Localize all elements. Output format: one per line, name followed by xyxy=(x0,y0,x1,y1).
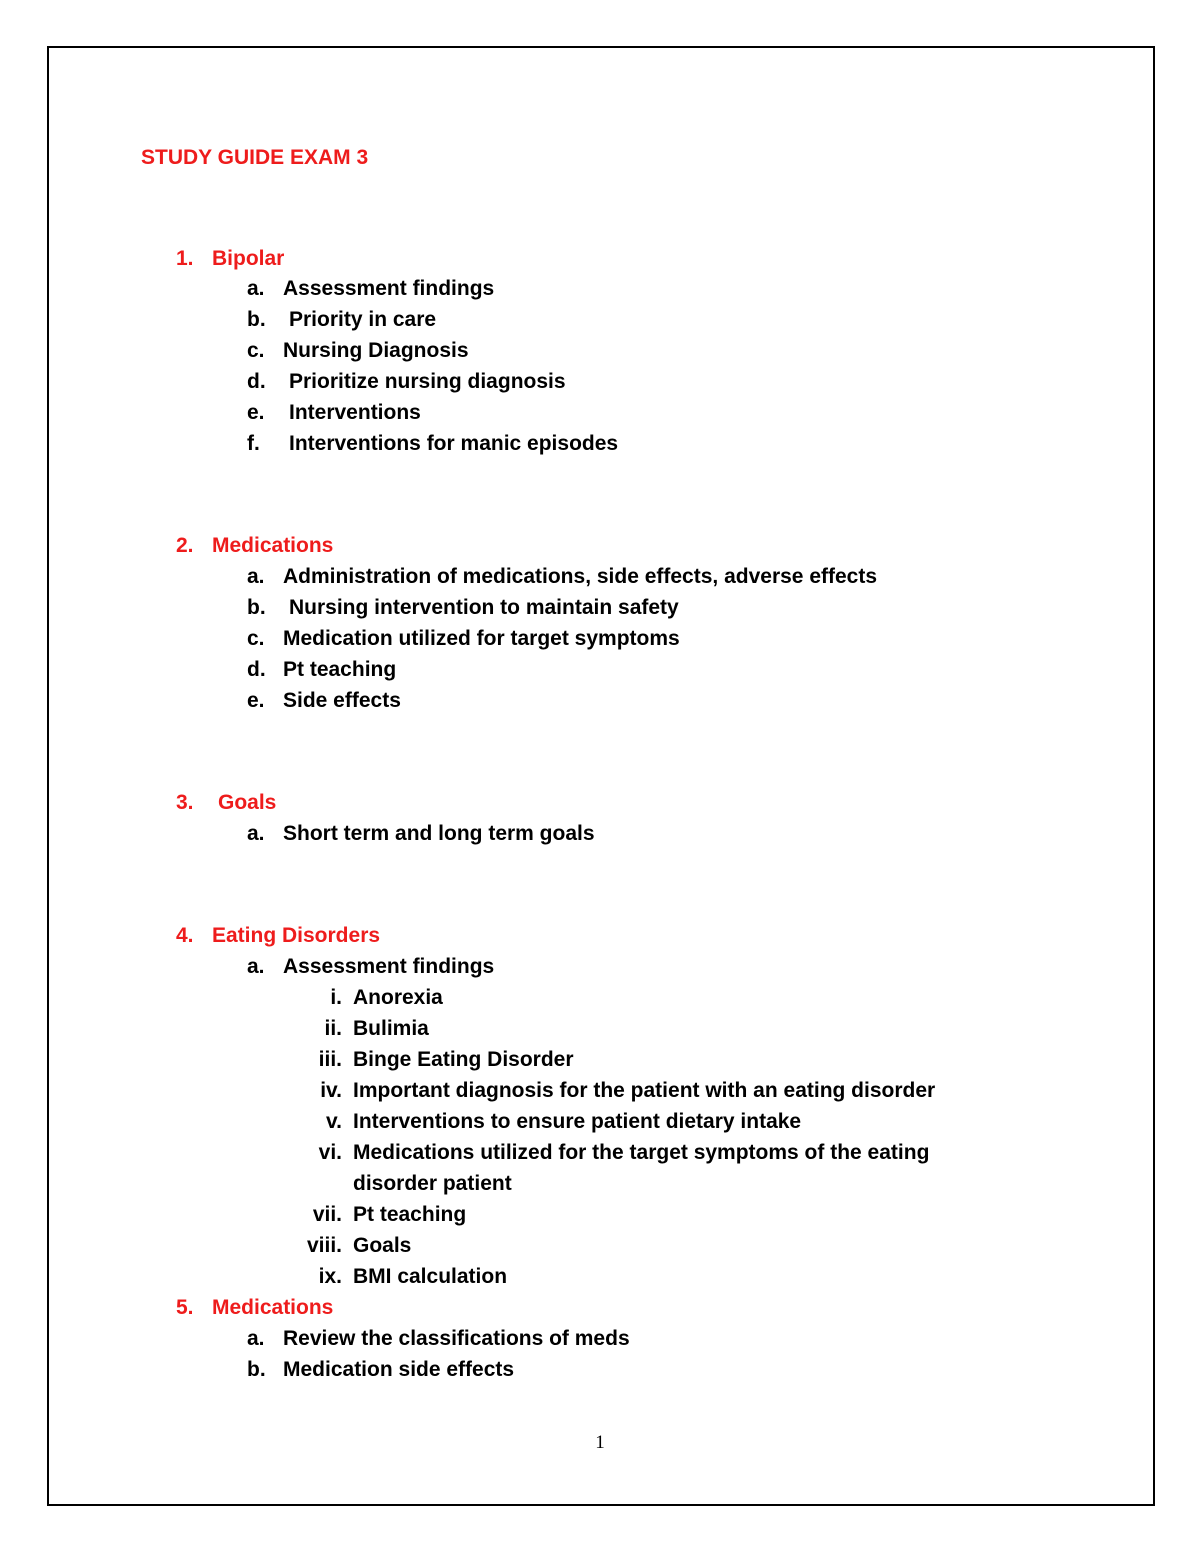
subitem-marker: iv. xyxy=(320,1079,342,1102)
list-item: Assessment findings xyxy=(283,955,495,978)
item-marker: a. xyxy=(247,955,265,978)
item-marker: c. xyxy=(247,627,265,650)
section-number: 5. xyxy=(176,1296,194,1319)
sub-list-item: Goals xyxy=(353,1234,412,1257)
sub-list-item: Binge Eating Disorder xyxy=(353,1048,574,1071)
list-item: Pt teaching xyxy=(283,658,397,681)
item-marker: f. xyxy=(247,432,260,455)
sub-list-item: BMI calculation xyxy=(353,1265,508,1288)
list-item: Prioritize nursing diagnosis xyxy=(289,370,566,393)
item-marker: a. xyxy=(247,822,265,845)
section-number: 1. xyxy=(176,247,194,270)
subitem-marker: ix. xyxy=(318,1265,342,1288)
sub-list-item: Medications utilized for the target symptoms of the eating xyxy=(353,1141,930,1164)
item-marker: e. xyxy=(247,689,265,712)
document-title: STUDY GUIDE EXAM 3 xyxy=(141,146,369,169)
list-item: Priority in care xyxy=(289,308,437,331)
section-heading-eating-disorders: Eating Disorders xyxy=(212,924,381,947)
list-item: Medication utilized for target symptoms xyxy=(283,627,680,650)
list-item: Nursing intervention to maintain safety xyxy=(289,596,679,619)
sub-list-item: Anorexia xyxy=(353,986,443,1009)
page-number: 1 xyxy=(595,1432,605,1453)
subitem-marker: vii. xyxy=(312,1203,342,1226)
section-heading-medications-review: Medications xyxy=(212,1296,334,1319)
item-marker: e. xyxy=(247,401,265,424)
subitem-marker: iii. xyxy=(318,1048,342,1071)
item-marker: d. xyxy=(247,658,266,681)
item-marker: a. xyxy=(247,1327,265,1350)
subitem-marker: i. xyxy=(330,986,342,1009)
subitem-marker: ii. xyxy=(324,1017,342,1040)
section-number: 3. xyxy=(176,791,194,814)
section-heading-bipolar: Bipolar xyxy=(212,247,285,270)
sub-list-item: Interventions to ensure patient dietary intake xyxy=(353,1110,802,1133)
list-item: Administration of medications, side effects, adverse effects xyxy=(283,565,878,588)
item-marker: a. xyxy=(247,277,265,300)
section-number: 2. xyxy=(176,534,194,557)
list-item: Interventions xyxy=(289,401,421,424)
item-marker: c. xyxy=(247,339,265,362)
list-item: Review the classifications of meds xyxy=(283,1327,630,1350)
list-item: Side effects xyxy=(283,689,401,712)
list-item: Assessment findings xyxy=(283,277,495,300)
list-item: Nursing Diagnosis xyxy=(283,339,469,362)
section-heading-medications: Medications xyxy=(212,534,334,557)
item-marker: b. xyxy=(247,1358,266,1381)
subitem-marker: viii. xyxy=(306,1234,342,1257)
section-number: 4. xyxy=(176,924,194,947)
sub-list-item: Important diagnosis for the patient with an eating disorder xyxy=(353,1079,936,1102)
list-item: Short term and long term goals xyxy=(283,822,595,845)
section-heading-goals: Goals xyxy=(218,791,277,814)
list-item: Interventions for manic episodes xyxy=(289,432,619,455)
subitem-marker: vi. xyxy=(318,1141,342,1164)
sub-list-item: Pt teaching xyxy=(353,1203,467,1226)
item-marker: b. xyxy=(247,308,266,331)
list-item: Medication side effects xyxy=(283,1358,515,1381)
sub-list-item-continuation: disorder patient xyxy=(353,1172,512,1195)
subitem-marker: v. xyxy=(326,1110,342,1133)
item-marker: d. xyxy=(247,370,266,393)
item-marker: a. xyxy=(247,565,265,588)
item-marker: b. xyxy=(247,596,266,619)
sub-list-item: Bulimia xyxy=(353,1017,429,1040)
